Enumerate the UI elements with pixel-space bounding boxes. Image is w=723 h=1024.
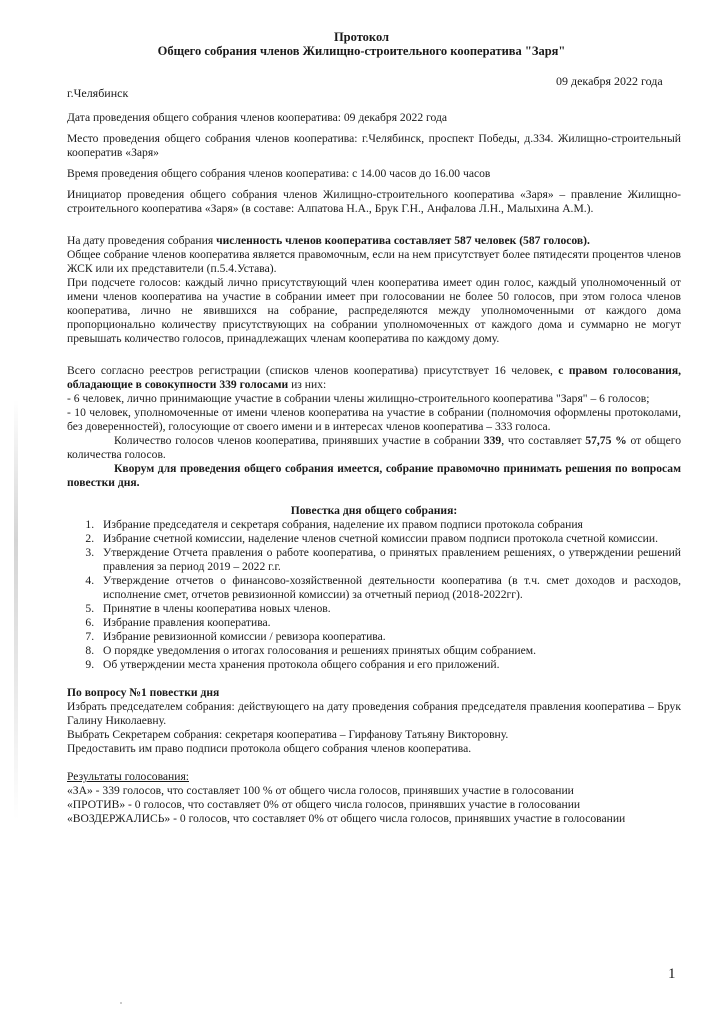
meeting-place: Место проведения общего собрания членов кооператива: г.Челябинск, проспект Победы, д.334. Жилищно-строительный кооператив «Заря»: [67, 132, 681, 159]
agenda-list: [67, 518, 681, 672]
votes-participated: [67, 434, 681, 462]
present-suffix: из них:: [288, 378, 327, 391]
agenda-item: 9. Об утверждении места хранения протокола общего собрания и его приложений.: [97, 658, 681, 672]
result-abstain: «ВОЗДЕРЖАЛИСЬ» - 0 голосов, что составляет 0% от общего числа голосов, принявших участие в голосовании: [67, 812, 626, 825]
agenda-item: 8. О порядке уведомления о итогах голосования и решениях принятых общим собранием.: [97, 644, 681, 658]
votes-mid: , что составляет: [501, 434, 586, 447]
member-count: [67, 234, 681, 248]
member-count-prefix: На дату проведения собрания: [67, 234, 217, 247]
agenda-item: 4. Утверждение отчетов о финансово-хозяйственной деятельности кооператива (в т.ч. смет доходов и расходов, исполнение смет, отчетов ревизионной комиссии) за отчетный период (2018-2022гг).: [97, 574, 681, 602]
present-bold: с правом голосования, обладающие в совокупности 339 голосами: [67, 364, 681, 391]
agenda-item: 1. Избрание председателя и секретаря собрания, наделение их правом подписи протокола собрания: [97, 518, 681, 532]
question1-chair: Избрать председателем собрания: действующего на дату проведения собрания председателя правления кооператива – Брук Галину Николаевну.: [67, 700, 681, 727]
quorum-conclusion: Кворум для проведения общего собрания имеется, собрание правомочно принимать решения по вопросам повестки дня.: [67, 462, 681, 489]
vote-counting-rule: При подсчете голосов: каждый лично присутствующий член кооператива имеет один голос, каждый уполномоченный от имени членов кооператива на участие в собрании имеет при голосовании не более 50 голосов, при этом голоса членов кооператива, лично не явившихся на собрание, распределяются между уполномоченными от каждого дома пропорционально количеству присутствующих на собрании уполномоченных от каждого дома и суммарно не могут превышать количество голосов, принадлежащих членам кооператива по каждому дому.: [67, 276, 681, 345]
results-heading: Результаты голосования:: [67, 770, 189, 783]
staple-shadow: [14, 400, 18, 820]
meeting-date: Дата проведения общего собрания членов кооператива: 09 декабря 2022 года: [67, 111, 447, 124]
votes-percent: 57,75 %: [585, 434, 627, 447]
member-count-value: численность членов кооператива составляет 587 человек (587 голосов).: [216, 234, 590, 247]
page-number: 1: [668, 966, 676, 982]
agenda-item: 2. Избрание счетной комиссии, наделение членов счетной комиссии правом подписи протокола счетной комиссии.: [97, 532, 681, 546]
agenda-item: 7. Избрание ревизионной комиссии / ревизора кооператива.: [97, 630, 681, 644]
question1-heading: По вопросу №1 повестки дня: [67, 686, 220, 699]
meeting-time: Время проведения общего собрания членов кооператива: с 14.00 часов до 16.00 часов: [67, 167, 491, 180]
question1-signing: Предоставить им право подписи протокола общего собрания членов кооператива.: [67, 742, 472, 755]
agenda-item: 6. Избрание правления кооператива.: [97, 616, 681, 630]
votes-count: 339: [483, 434, 502, 447]
votes-prefix: Количество голосов членов кооператива, принявших участие в собрании: [114, 434, 484, 447]
document-city: г.Челябинск: [67, 86, 129, 100]
present-prefix: Всего согласно реестров регистрации (списков членов кооператива) присутствует 16 человек,: [67, 364, 559, 377]
present-item-proxies: - 10 человек, уполномоченные от имени членов кооператива на участие в собрании (полномочия оформлены протоколами, без доверенностей), голосующие от своего имени и в интересах членов кооператива – 333 голоса.: [67, 406, 681, 433]
quorum-rule: Общее собрание членов кооператива является правомочным, если на нем присутствует более пятидесяти процентов членов ЖСК или их представители (п.5.4.Устава).: [67, 248, 681, 275]
meeting-initiator: Инициатор проведения общего собрания членов Жилищно-строительного кооператива «Заря» – правление Жилищно-строительного кооператива «Заря» (в составе: Алпатова Н.А., Брук Г.Н., Анфалова Л.Н., Малыхина А.М.).: [67, 188, 681, 215]
document-title: Протокол: [333, 30, 390, 44]
question1-secretary: Выбрать Секретарем собрания: секретаря кооператива – Гирфанову Татьяну Викторовну.: [67, 728, 509, 741]
agenda-heading: Повестка дня общего собрания:: [290, 504, 458, 517]
result-against: «ПРОТИВ» - 0 голосов, что составляет 0% от общего числа голосов, принявших участие в голосовании: [67, 798, 581, 811]
agenda-item: 5. Принятие в члены кооператива новых членов.: [97, 602, 681, 616]
scan-speck: [120, 1002, 122, 1004]
present-item-personal: - 6 человек, лично принимающие участие в собрании члены жилищно-строительного кооператива "Заря" – 6 голосов;: [67, 392, 650, 405]
agenda-item: 3. Утверждение Отчета правления о работе кооператива, о принятых правлением решениях, о утверждении решений правления за период 2019 – 2022 г.г.: [97, 546, 681, 574]
document-body: [67, 106, 681, 826]
result-for: «ЗА» - 339 голосов, что составляет 100 % от общего числа голосов, принявших участие в голосовании: [67, 784, 574, 797]
present-summary: [67, 364, 681, 392]
document-date: 09 декабря 2022 года: [556, 74, 663, 88]
votes-suffix: от общего количества голосов.: [67, 434, 682, 461]
document-subtitle: Общего собрания членов Жилищно-строительного кооператива "Заря": [157, 44, 566, 58]
